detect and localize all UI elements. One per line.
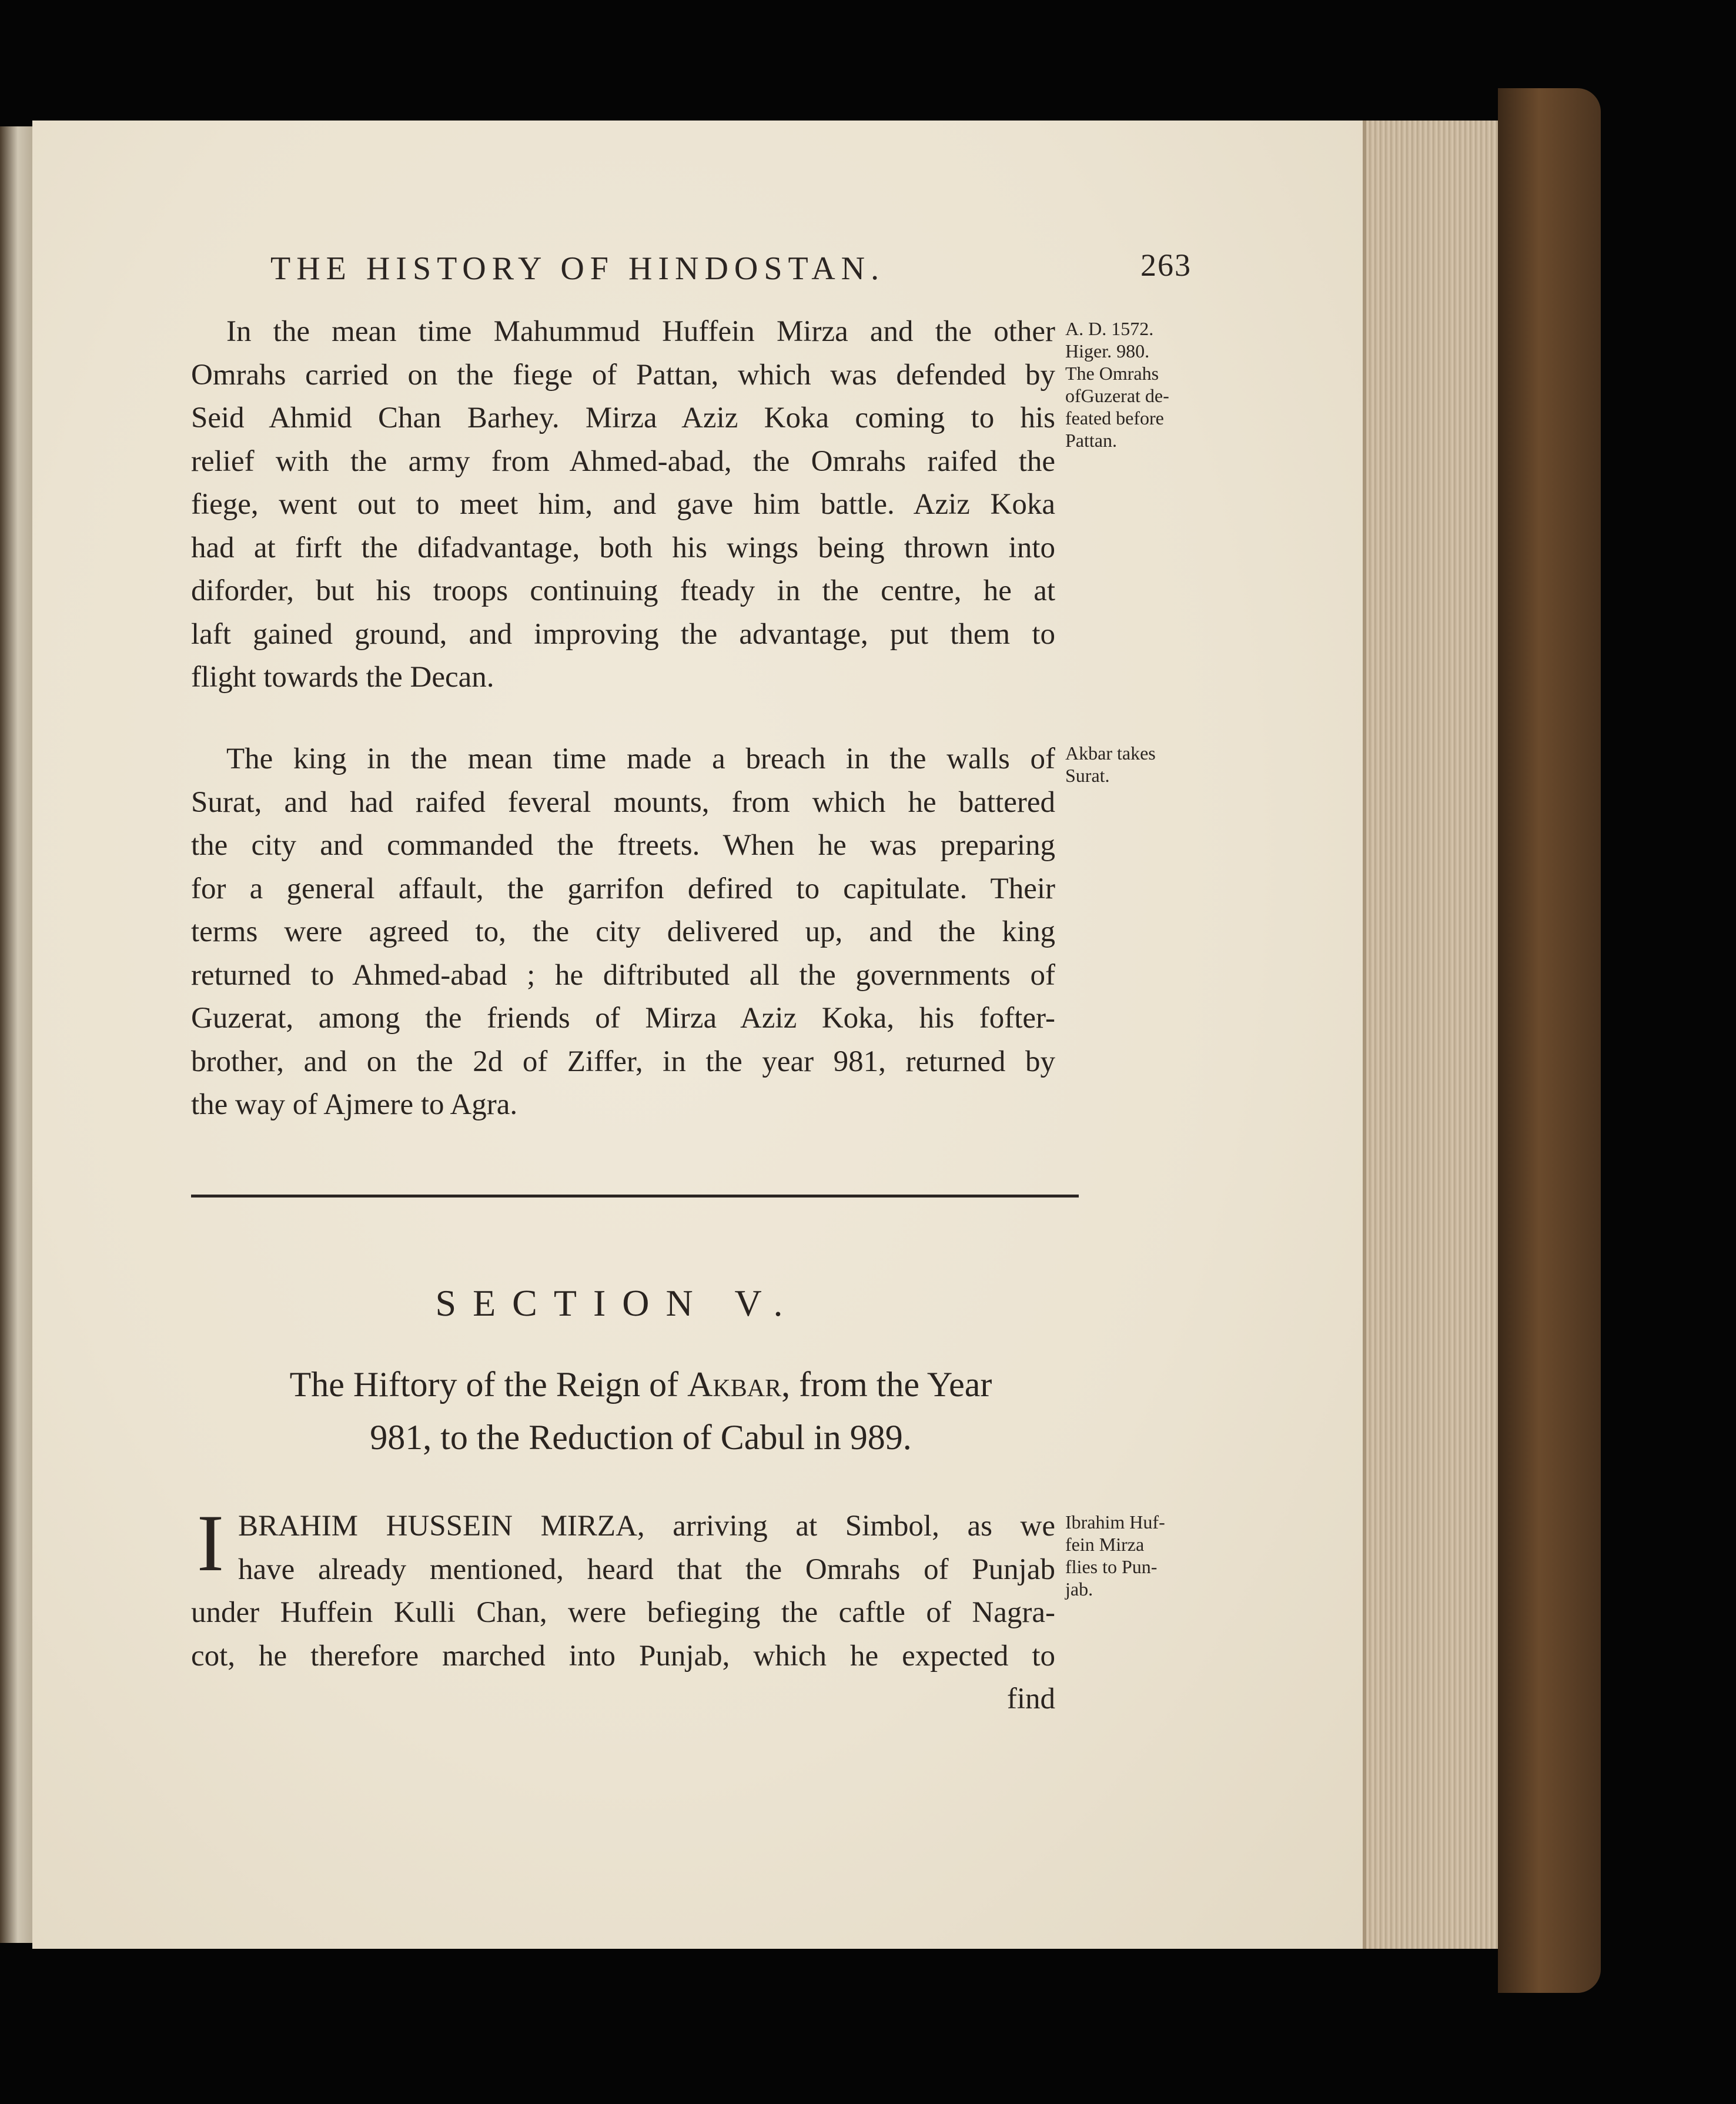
- margin-note-3: [1065, 1511, 1195, 1600]
- margin-note-line: A. D. 1572.: [1065, 318, 1154, 339]
- text-line: cot, he therefore marched into Punjab, which he expected to: [191, 1639, 1055, 1673]
- margin-note-2: [1065, 742, 1195, 787]
- section-title: SECTION V.: [435, 1282, 800, 1324]
- margin-note-line: feated before: [1065, 407, 1164, 429]
- facing-page-edge: [0, 126, 32, 1943]
- margin-note-line: jab.: [1065, 1578, 1093, 1600]
- text-line: diforder, but his troops continuing fteady in the centre, he at: [191, 574, 1055, 607]
- text-line: had at firft the difadvantage, both his wings being thrown into: [191, 531, 1055, 564]
- catchword: find: [1006, 1682, 1055, 1715]
- subtitle-part: The Hiftory of the Reign of: [289, 1365, 688, 1404]
- margin-note-line: Akbar takes: [1065, 742, 1156, 764]
- margin-note-line: The Omrahs: [1065, 363, 1159, 384]
- running-title: THE HISTORY OF HINDOSTAN.: [270, 250, 885, 287]
- text-line: Omrahs carried on the fiege of Pattan, which was defended by: [191, 358, 1055, 392]
- paragraph-3: [238, 1505, 1055, 1591]
- text-line: Surat, and had raifed feveral mounts, from which he battered: [191, 785, 1055, 819]
- drop-cap: I: [197, 1498, 224, 1588]
- page-block-edge: [1363, 121, 1501, 1949]
- margin-note-line: flies to Pun-: [1065, 1556, 1158, 1577]
- margin-note-line: fein Mirza: [1065, 1534, 1145, 1555]
- paragraph-1: [191, 310, 1055, 700]
- paragraph-2: [191, 738, 1055, 1127]
- margin-note-line: Ibrahim Huf-: [1065, 1511, 1165, 1533]
- margin-note-1: [1065, 317, 1195, 451]
- text-line: for a general affault, the garrifon defired to capitulate. Their: [191, 872, 1055, 905]
- text-line: flight towards the Decan.: [191, 661, 494, 694]
- text-line: relief with the army from Ahmed-abad, the Omrahs raifed the: [191, 444, 1055, 478]
- section-subtitle: [176, 1358, 1105, 1464]
- text-line: the way of Ajmere to Agra.: [191, 1088, 518, 1121]
- text-line: fiege, went out to meet him, and gave him battle. Aziz Koka: [191, 488, 1055, 521]
- text-line: BRAHIM HUSSEIN MIRZA, arriving at Simbol, as we: [238, 1510, 1055, 1543]
- margin-note-line: Pattan.: [1065, 430, 1117, 451]
- text-line: brother, and on the 2d of Ziffer, in the year 981, returned by: [191, 1045, 1055, 1078]
- subtitle-part: , from the Year: [781, 1365, 992, 1404]
- margin-note-line: Higer. 980.: [1065, 340, 1150, 362]
- page-number: 263: [1140, 247, 1192, 283]
- text-line: terms were agreed to, the city delivered up, and the king: [191, 915, 1055, 948]
- margin-note-line: Surat.: [1065, 765, 1110, 786]
- text-line: returned to Ahmed-abad ; he diftributed all the governments of: [191, 958, 1055, 992]
- text-line: In the mean time Mahummud Huffein Mirza and the other: [226, 315, 1055, 348]
- book-cover-edge: [1498, 88, 1601, 1993]
- text-line: under Huffein Kulli Chan, were befieging the caftle of Nagra-: [191, 1596, 1055, 1629]
- section-divider: [191, 1195, 1079, 1197]
- text-line: laft gained ground, and improving the advantage, put them to: [191, 617, 1055, 651]
- subtitle-line-2: 981, to the Reduction of Cabul in 989.: [370, 1418, 912, 1457]
- text-line: have already mentioned, heard that the Omrahs of Punjab: [238, 1553, 1055, 1586]
- margin-note-line: ofGuzerat de-: [1065, 385, 1169, 406]
- text-line: Seid Ahmid Chan Barhey. Mirza Aziz Koka coming to his: [191, 402, 1055, 434]
- subtitle-akbar: Akbar: [687, 1365, 782, 1404]
- text-line: The king in the mean time made a breach in the walls of: [226, 742, 1055, 775]
- paragraph-3-cont: [191, 1591, 1055, 1721]
- text-line: Guzerat, among the friends of Mirza Aziz Koka, his fofter-: [191, 1002, 1055, 1035]
- text-line: the city and commanded the ftreets. When he was preparing: [191, 829, 1055, 862]
